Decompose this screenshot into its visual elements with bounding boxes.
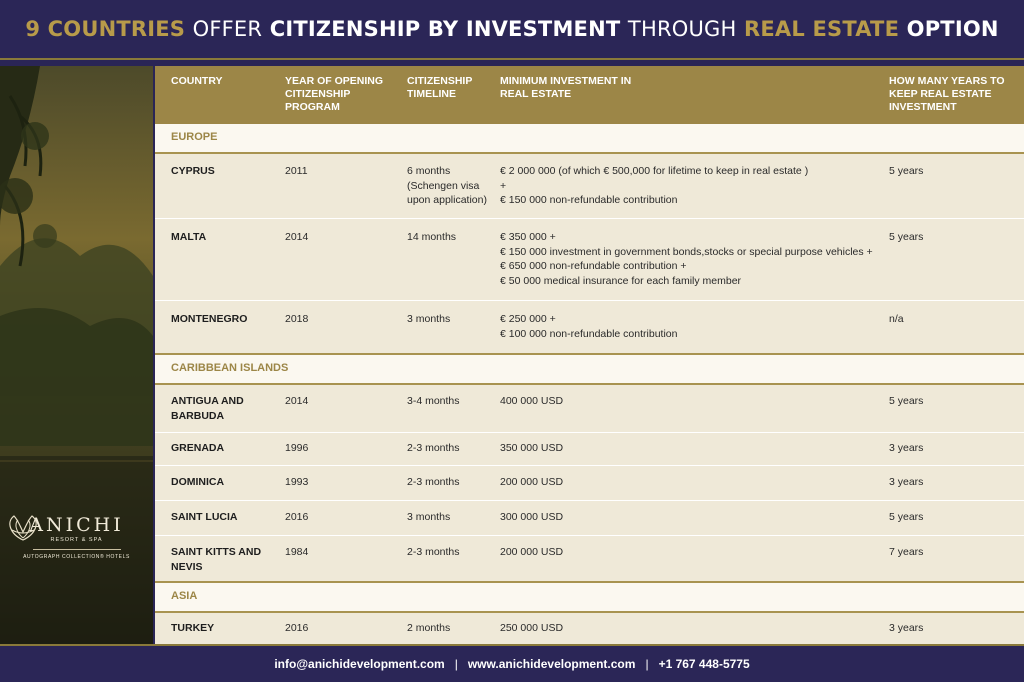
section-caribbean (155, 355, 1024, 383)
cell-investment (500, 312, 885, 341)
cell-country: MONTENEGRO (171, 313, 248, 325)
cell-timeline: 14 months (407, 231, 457, 243)
cell-timeline: 3 months (407, 313, 451, 325)
cell-year: 2014 (285, 231, 309, 243)
section-europe (155, 124, 1024, 152)
cell-investment: 350 000 USD (500, 442, 564, 454)
footer-phone[interactable]: +1 767 448-5775 (658, 657, 750, 671)
title-offer: OFFER (192, 17, 263, 41)
cell-investment: 400 000 USD (500, 395, 564, 407)
cell-years: 5 years (889, 231, 924, 243)
footer-separator: | (454, 657, 458, 671)
cell-years: 7 years (889, 546, 924, 558)
col-years: HOW MANY YEARS TO KEEP REAL ESTATE INVESTMENT (889, 75, 1005, 113)
cell-timeline: 2 months (407, 622, 451, 634)
logo-collection: AUTOGRAPH COLLECTION® HOTELS (23, 554, 130, 560)
section-asia (155, 583, 1024, 611)
investment-line: € 150 000 non-refundable contribution (500, 194, 678, 206)
cell-country: TURKEY (171, 622, 215, 634)
cell-years: 3 years (889, 442, 924, 454)
page-footer (0, 644, 1024, 682)
cell-investment (500, 164, 885, 208)
section-label: EUROPE (171, 131, 218, 143)
cell-timeline: 6 months (Schengen visa upon application) (407, 165, 487, 206)
cell-timeline: 2-3 months (407, 476, 460, 488)
title-cbi: CITIZENSHIP BY INVESTMENT (269, 17, 621, 41)
cell-year: 1996 (285, 442, 309, 454)
citizenship-table (155, 66, 1024, 644)
title-real-estate: REAL ESTATE (744, 17, 900, 41)
cell-year: 2014 (285, 395, 309, 407)
row-divider (155, 300, 1024, 301)
cell-country: DOMINICA (171, 476, 225, 488)
section-label: CARIBBEAN ISLANDS (171, 362, 289, 374)
cell-timeline: 2-3 months (407, 546, 460, 558)
cell-years: 3 years (889, 476, 924, 488)
cell-year: 2016 (285, 622, 309, 634)
row-divider (155, 218, 1024, 219)
cell-country: CYPRUS (171, 165, 215, 177)
cell-timeline: 2-3 months (407, 442, 460, 454)
section-label: ASIA (171, 590, 198, 602)
page-header (0, 0, 1024, 60)
footer-email[interactable]: info@anichidevelopment.com (274, 657, 445, 671)
col-country: COUNTRY (171, 75, 223, 87)
cell-country: MALTA (171, 231, 207, 243)
cell-year: 2011 (285, 165, 308, 177)
cell-investment: 200 000 USD (500, 476, 564, 488)
logo-sub: RESORT & SPA (50, 537, 103, 543)
cell-year: 2018 (285, 313, 309, 325)
cell-country: ANTIGUA AND BARBUDA (171, 395, 244, 422)
footer-separator: | (645, 657, 649, 671)
page-title (25, 17, 998, 41)
logo-divider (33, 549, 121, 550)
cell-country: SAINT KITTS AND NEVIS (171, 546, 262, 573)
cell-years: 5 years (889, 395, 924, 407)
col-investment: MINIMUM INVESTMENT IN REAL ESTATE (500, 75, 632, 100)
section-divider (155, 152, 1024, 154)
cell-year: 1993 (285, 476, 309, 488)
investment-line: € 350 000 + (500, 231, 556, 243)
cell-country: GRENADA (171, 442, 225, 454)
cell-years: 5 years (889, 511, 924, 523)
cell-investment: 300 000 USD (500, 511, 564, 523)
cell-year: 1984 (285, 546, 309, 558)
investment-line: € 650 000 non-refundable contribution + (500, 260, 687, 272)
cell-timeline: 3-4 months (407, 395, 460, 407)
title-option: OPTION (906, 17, 999, 41)
row-divider (155, 465, 1024, 466)
logo-brand: ANICHI (29, 514, 124, 536)
title-count: 9 COUNTRIES (25, 17, 186, 41)
row-divider (155, 432, 1024, 433)
cell-year: 2016 (285, 511, 309, 523)
investment-line: € 100 000 non-refundable contribution (500, 327, 678, 340)
cell-investment: 250 000 USD (500, 622, 564, 634)
title-through: THROUGH (627, 17, 737, 41)
investment-line: + (500, 179, 507, 192)
cell-investment (500, 230, 885, 288)
col-timeline: CITIZENSHIP TIMELINE (407, 75, 473, 100)
investment-line: € 150 000 investment in government bonds,stocks or special purpose vehicles + (500, 245, 873, 258)
cell-years: n/a (889, 313, 904, 325)
footer-website[interactable]: www.anichidevelopment.com (467, 657, 636, 671)
cell-timeline: 3 months (407, 511, 451, 523)
table-header (155, 66, 1024, 124)
row-divider (155, 500, 1024, 501)
section-divider (155, 611, 1024, 613)
investment-line: € 2 000 000 (of which € 500,000 for lifetime to keep in real estate ) (500, 165, 809, 177)
investment-line: € 50 000 medical insurance for each family member (500, 274, 742, 287)
cell-country: SAINT LUCIA (171, 511, 238, 523)
col-year: YEAR OF OPENING CITIZENSHIP PROGRAM (285, 75, 384, 113)
cell-years: 5 years (889, 165, 924, 177)
landscape-photo (0, 66, 153, 644)
logo-emblem-icon (0, 512, 46, 542)
cell-investment: 200 000 USD (500, 546, 564, 558)
row-divider (155, 535, 1024, 536)
investment-line: € 250 000 + (500, 313, 556, 325)
anichi-logo (0, 512, 153, 560)
cell-years: 3 years (889, 622, 924, 634)
section-divider (155, 383, 1024, 385)
